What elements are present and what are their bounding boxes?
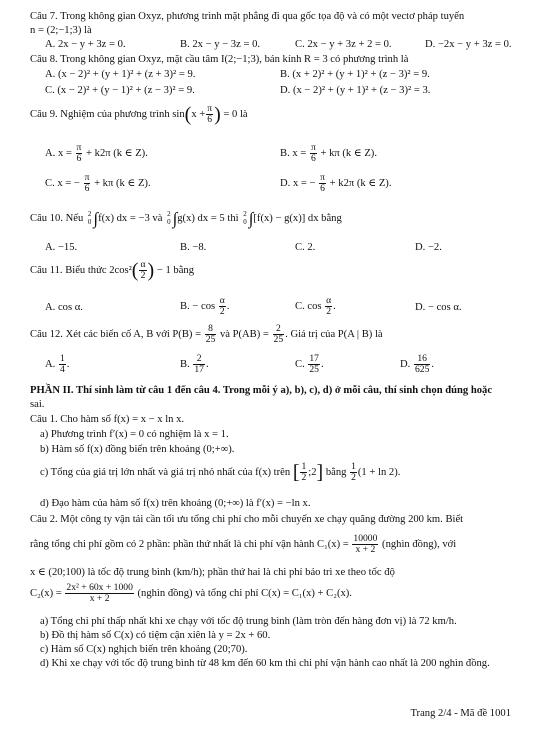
p2-stem-2: rằng tổng chi phí gồm có 2 phần: phần thứ nhất là chi phí vận hành C₁(x) = $\frac{10000}{x + 2}$ (nghìn đồng), với [30,533,457,556]
p1-item-a: a) Phương trình f′(x) = 0 có nghiệm là x = 1. [40,429,229,440]
q9-option-b: B. x = $\frac{\pi}{6}$ + kπ (k ∈ Z). [280,142,377,165]
p1-item-b: b) Hàm số f(x) đồng biến trên khoảng (0;+∞). [40,444,235,455]
q7-stem: Câu 7. Trong không gian Oxyz, phương trình mặt phẳng đi qua gốc tọa độ và có một vectơ pháp tuyến [30,11,465,22]
page-footer: Trang 2/4 - Mã đề 1001 [410,708,511,719]
q7-option-a: A. 2x − y + 3z = 0. [45,39,126,50]
q10-options [30,241,535,255]
q12-options [30,354,535,378]
q9-fraction: $\frac{\pi}{6}$ [207,103,213,126]
q8-options-row2 [30,84,535,98]
q10-option-d: D. −2. [415,242,442,253]
q11-options [30,296,535,320]
part2-heading-cont: sai. [30,399,45,410]
q11-option-a: A. cos α. [45,302,83,313]
q10-option-b: B. −8. [180,242,207,253]
q12-option-b: B. $\frac{2}{17}$ . [180,353,209,376]
p2-stem-4: C₂(x) = $\frac{\text{2x² + 60x + 1000}}{x + 2}$ (nghìn đồng) và tổng chi phí C(x) = C₁(x) + C₂(x). [30,582,352,605]
q7-option-d: D. −2x − y + 3z = 0. [425,39,512,50]
q8-options-row1 [30,68,535,82]
q7-options [30,38,535,52]
integral-bounds: 2 0 [87,210,92,226]
q9-option-a: A. x = $\frac{\pi}{6}$ + k2π (k ∈ Z). [45,142,148,165]
q7-vector: n = (2;−1;3) là [30,25,92,36]
q12-stem: Câu 12. Xét các biến cố A, B với P(B) = $\frac{8}{25}$ và P(AB) = $\frac{2}{25}$ . Giá trị của P(A | B) là [30,323,383,346]
q11-stem: Câu 11. Biểu thức 2cos²( $\frac{\alpha}{2}$ ) − 1 bằng [30,259,194,282]
p1-item-c: c) Tổng của giá trị lớn nhất và giá trị nhỏ nhất của f(x) trên [ $\frac{1}{2}$ ;2] bằng $\frac{1}{2}$ (1 + ln 2). [40,461,401,484]
q8-option-c: C. (x − 2)² + (y − 1)² + (z − 3)² = 9. [45,85,195,96]
p1-item-d: d) Đạo hàm của hàm số f(x) trên khoảng (0;+∞) là f′(x) = −ln x. [40,498,311,509]
q11-option-c: C. cos $\frac{\alpha}{2}$ . [295,295,336,318]
q9-option-c: C. x = − $\frac{\pi}{6}$ + kπ (k ∈ Z). [45,172,151,195]
q9-options-row1 [30,143,535,169]
q11-option-b: B. − cos $\frac{\alpha}{2}$ . [180,295,230,318]
q12-option-d: D. $\frac{16}{625}$ . [400,353,435,376]
q8-option-d: D. (x − 2)² + (y + 1)² + (z − 3)² = 3. [280,85,431,96]
q9-options-row2 [30,173,535,199]
p2-item-d: d) Khi xe chạy với tốc độ trung bình từ 48 km đến 60 km thì chi phí vận hành cao nhất là 200 nghìn đồng. [40,658,490,669]
q9-stem: Câu 9. Nghiệm của phương trình sin(x + $\frac{\pi}{6}$ ) = 0 là [30,103,248,126]
q8-stem: Câu 8. Trong không gian Oxyz, mặt cầu tâm I(2;−1;3), bán kính R = 3 có phương trình là [30,54,409,65]
q11-option-d: D. − cos α. [415,302,462,313]
p2-stem-3: x ∈ (20;100) là tốc độ trung bình (km/h); phần thứ hai là chi phí bảo trì xe theo tốc độ [30,567,395,578]
q9-option-d: D. x = − $\frac{\pi}{6}$ + k2π (k ∈ Z). [280,172,392,195]
q10-stem: Câu 10. Nếu 2 0 ∫f(x) dx = −3 và 2 0 ∫g(x) dx = 5 thì 2 0 ∫[f(x) − g(x)] dx bằng [30,209,342,228]
q7-option-b: B. 2x − y − 3z = 0. [180,39,261,50]
p2-item-b: b) Đồ thị hàm số C(x) có tiệm cận xiên là y = 2x + 60. [40,630,271,641]
q12-option-a: A. $\frac{1}{4}$ . [45,353,70,376]
p2-stem-1: Câu 2. Một công ty vận tải cần tối ưu tổng chi phí cho mỗi chuyến xe chạy quãng đường 200 km. Biết [30,514,464,525]
q10-option-a: A. −15. [45,242,78,253]
q10-option-c: C. 2. [295,242,316,253]
part2-heading: PHẦN II. Thí sinh làm từ câu 1 đến câu 4. Trong mỗi ý a), b), c), d) ở mỗi câu, thí sinh chọn đúng hoặc [30,385,493,396]
q12-option-c: C. $\frac{17}{25}$ . [295,353,324,376]
q7-option-c: C. 2x − y + 3z + 2 = 0. [295,39,392,50]
p1-stem: Câu 1. Cho hàm số f(x) = x − x ln x. [30,414,185,425]
q8-option-b: B. (x + 2)² + (y + 1)² + (z − 3)² = 9. [280,69,430,80]
q8-option-a: A. (x − 2)² + (y + 1)² + (z + 3)² = 9. [45,69,196,80]
integral-bounds: 2 0 [167,210,171,226]
integral-bounds: 2 0 [243,210,247,226]
p2-item-c: c) Hàm số C(x) nghịch biến trên khoảng (20;70). [40,644,248,655]
p2-item-a: a) Tổng chi phí thấp nhất khi xe chạy với tốc độ trung bình (làm tròn đến hàng đơn vị) là 72 km/h. [40,616,457,627]
